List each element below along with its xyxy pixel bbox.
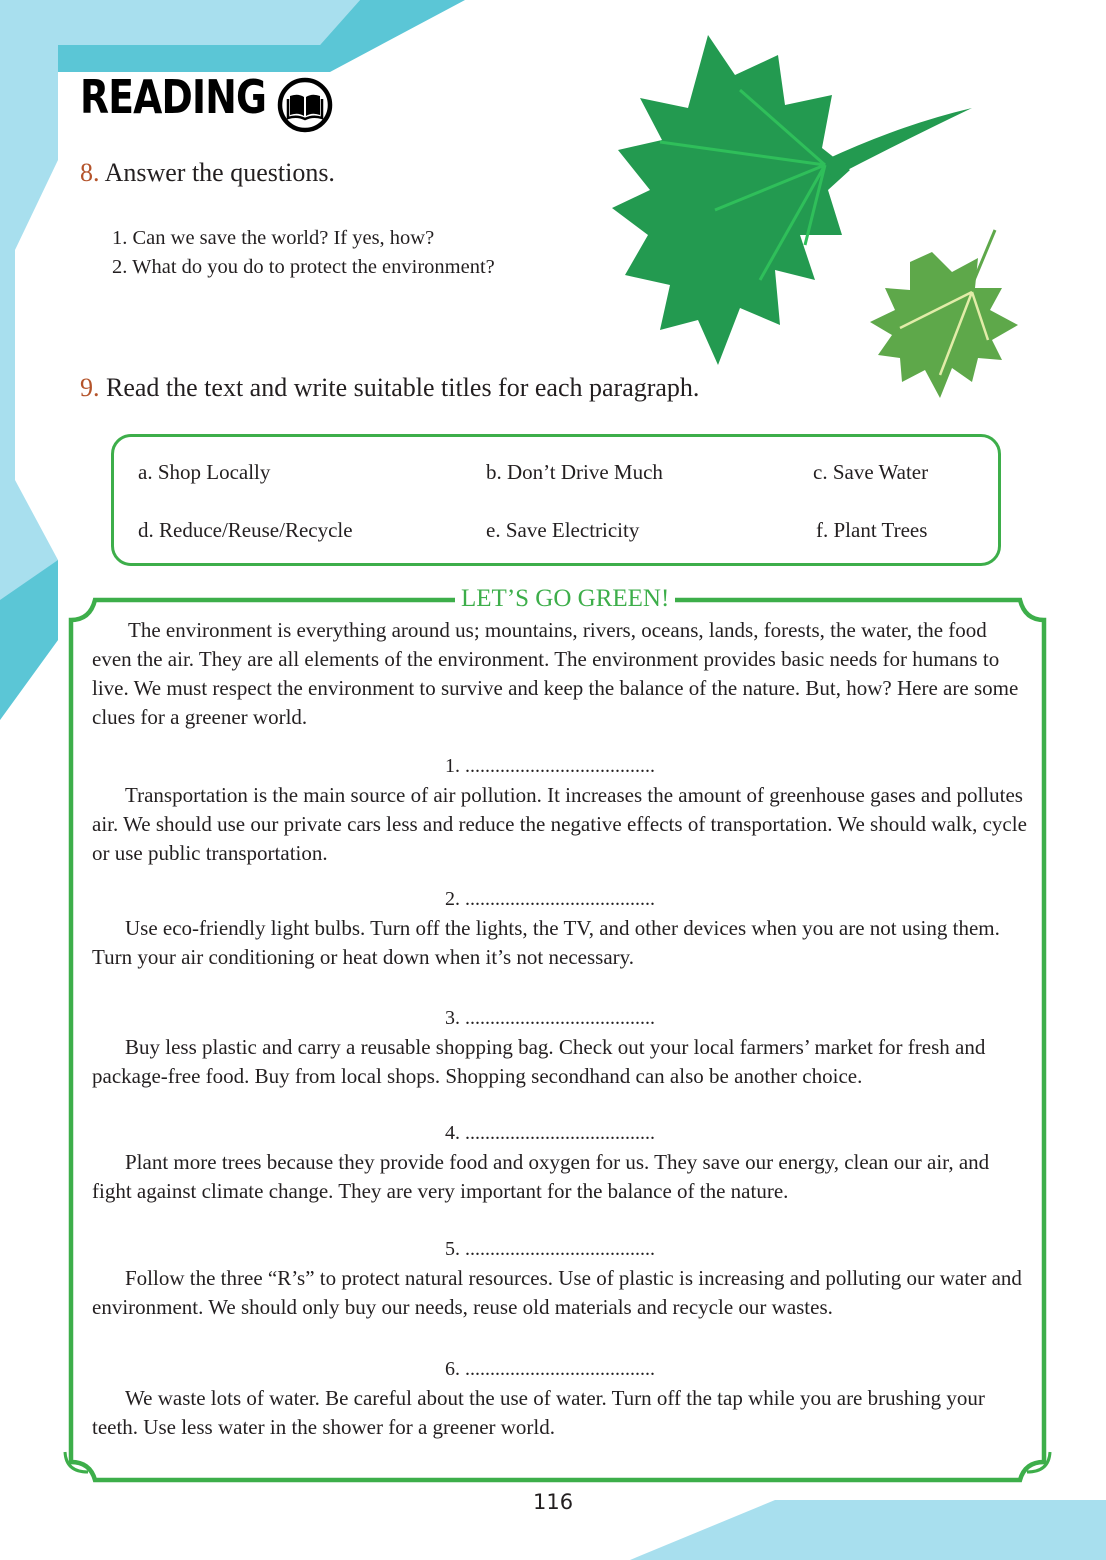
option-f: f. Plant Trees xyxy=(816,518,928,542)
paragraph-title-blank: 2. ...................................... xyxy=(445,888,655,910)
option-b: b. Don’t Drive Much xyxy=(486,460,663,484)
paragraph-title-blank: 5. ...................................... xyxy=(445,1238,655,1260)
option-a: a. Shop Locally xyxy=(138,460,271,484)
paragraph-1: Transportation is the main source of air pollution. It increases the amount of greenhouse gases and pollutes air. We should use our private cars less and reduce the negative effects of transportation. We should walk, cycle or use public transportation. xyxy=(92,783,1027,865)
option-d: d. Reduce/Reuse/Recycle xyxy=(138,518,353,542)
paragraph-title-blank: 6. ...................................... xyxy=(445,1358,655,1380)
text-title: LET’S GO GREEN! xyxy=(455,585,675,613)
exercise-number: 9. xyxy=(80,373,100,402)
intro-paragraph: The environment is everything around us; mountains, rivers, oceans, lands, forests, the water, the food even the air. They are all elements of the environment. The environment provides basic needs for humans to live. We must respect the environment to survive and keep the balance of the nature. But, how? Here are some clues for a greener world. xyxy=(92,618,1019,729)
paragraph-title-blank: 1. ...................................... xyxy=(445,755,655,777)
question-item: 2. What do you do to protect the environment? xyxy=(112,256,495,278)
paragraph-title-blank: 3. ...................................... xyxy=(445,1007,655,1029)
exercise-instruction: Answer the questions. xyxy=(104,158,335,187)
page-number: 116 xyxy=(533,1490,574,1514)
section-title: READING xyxy=(80,70,267,124)
paragraph-4: Plant more trees because they provide food and oxygen for us. They save our energy, clean our air, and fight against climate change. They are very important for the balance of the nature. xyxy=(92,1150,990,1203)
option-c: c. Save Water xyxy=(813,460,929,484)
paragraph-5: Follow the three “R’s” to protect natural resources. Use of plastic is increasing and polluting our water and environment. We should only buy our needs, reuse old materials and recycle our wastes. xyxy=(92,1266,1022,1319)
paragraph-3: Buy less plastic and carry a reusable shopping bag. Check out your local farmers’ market for fresh and package-free food. Buy from local shops. Shopping secondhand can also be another choice. xyxy=(92,1035,986,1088)
paragraph-2: Use eco-friendly light bulbs. Turn off the lights, the TV, and other devices when you are not using them. Turn your air conditioning or heat down when it’s not necessary. xyxy=(92,916,1000,969)
paragraph-6: We waste lots of water. Be careful about the use of water. Turn off the tap while you are brushing your teeth. Use less water in the shower for a greener world. xyxy=(92,1386,985,1439)
exercise-number: 8. xyxy=(80,158,100,187)
exercise-instruction: Read the text and write suitable titles for each paragraph. xyxy=(106,373,700,402)
question-item: 1. Can we save the world? If yes, how? xyxy=(112,227,435,249)
paragraph-title-blank: 4. ...................................... xyxy=(445,1122,655,1144)
option-e: e. Save Electricity xyxy=(486,518,640,542)
